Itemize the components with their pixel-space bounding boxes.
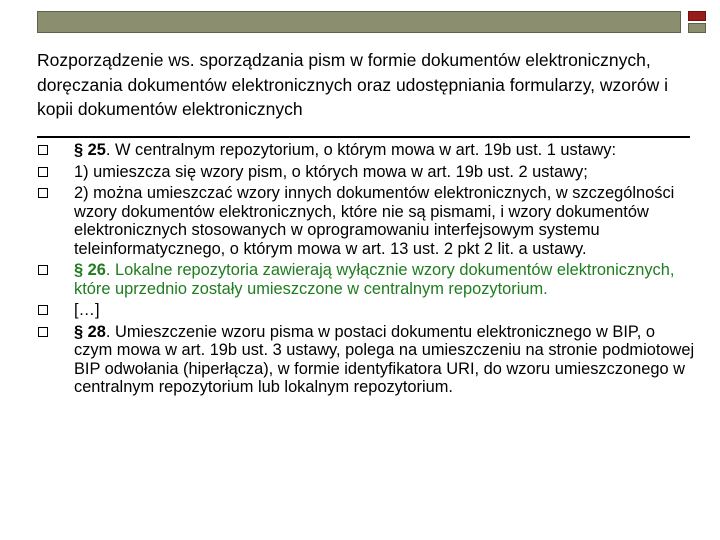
bullet-text: . W centralnym repozytorium, o którym mowa w art. 19b ust. 1 ustawy:: [105, 141, 617, 159]
bullet-item-ellipsis: [37, 301, 697, 320]
paragraph-number: § 28: [74, 322, 106, 341]
bullet-item-par25: [37, 141, 697, 160]
bullet-text: 2) można umieszczać wzory innych dokumentów elektronicznych, w szczególności wzory dokumentów elektronicznych, które nie są pismami, i wzory dokumentów elektronicznych stosowanych w oprogramowaniu interfejsowym systemu teleinformatycznego, o którym mowa w art. 13 ust. 2 pkt 2 lit. a ustawy.: [74, 184, 675, 258]
square-bullet-icon: [38, 145, 48, 155]
square-bullet-icon: [38, 305, 48, 315]
header-bar: [37, 11, 681, 33]
bullet-item-point2: [37, 184, 697, 258]
corner-decoration: [688, 11, 708, 35]
corner-square-red: [688, 11, 706, 21]
bullet-text: . Lokalne repozytoria zawierają wyłącznie wzory dokumentów elektronicznych, które uprzednio zostały umieszczone w centralnym repozytorium.: [74, 261, 675, 298]
square-bullet-icon: [38, 327, 48, 337]
bullet-item-par28: [37, 323, 697, 397]
corner-square-olive: [688, 23, 706, 33]
paragraph-number: § 26: [74, 261, 106, 279]
bullet-text: 1) umieszcza się wzory pism, o których mowa w art. 19b ust. 2 ustawy;: [74, 162, 588, 181]
title-underline: [37, 136, 690, 138]
bullet-list: [37, 141, 697, 400]
paragraph-number: § 25: [74, 141, 106, 159]
square-bullet-icon: [38, 265, 48, 275]
bullet-text: . Umieszczenie wzoru pisma w postaci dokumentu elektronicznego w BIP, o czym mowa w art. 19b ust. 3 ustawy, polega na umieszczeniu na stronie podmiotowej BIP odwołania (hiperłącza), w formie identyfikatora URI, do wzoru umieszczonego w centralnym repozytorium lub lokalnym repozytorium.: [74, 322, 695, 396]
bullet-text: […]: [74, 301, 100, 319]
bullet-item-par26: [37, 261, 697, 298]
square-bullet-icon: [38, 188, 48, 198]
square-bullet-icon: [38, 167, 48, 177]
bullet-item-point1: [37, 163, 697, 182]
slide-title: Rozporządzenie ws. sporządzania pism w formie dokumentów elektronicznych, doręczania dokumentów elektronicznych oraz udostępniania formularzy, wzorów i kopii dokumentów elektronicznych: [37, 50, 668, 119]
